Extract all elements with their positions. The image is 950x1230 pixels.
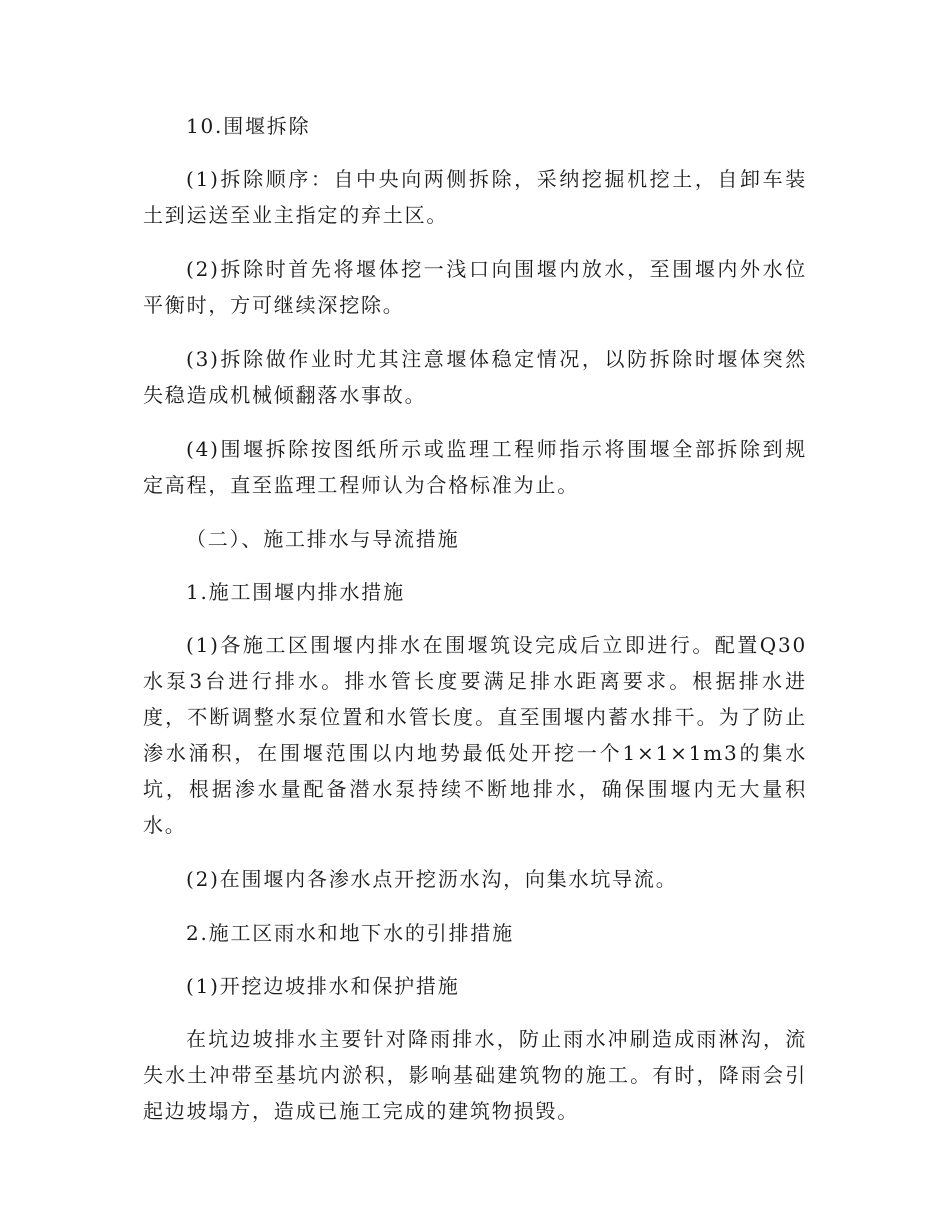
paragraph-removal-order: (1)拆除顺序：自中央向两侧拆除，采纳挖掘机挖土，自卸车装土到运送至业主指定的弃土区。: [143, 167, 807, 227]
subsection-heading-cofferdam-drainage: 1.施工围堰内排水措施: [186, 580, 405, 604]
document-body: [143, 108, 807, 1147]
paragraph-removal-drainage: (2)拆除时首先将堰体挖一浅口向围堰内放水，至围堰内外水位平衡时，方可继续深挖除。: [143, 257, 807, 317]
section-heading-drainage-diversion: （二）、施工排水与导流措施: [186, 527, 460, 551]
paragraph-removal-stability: (3)拆除做作业时尤其注意堰体稳定情况，以防拆除时堰体突然失稳造成机械倾翻落水事故。: [143, 347, 807, 407]
paragraph-slope-drainage: 在坑边坡排水主要针对降雨排水，防止雨水冲刷造成雨淋沟，流失水土冲带至基坑内淤积，影响基础建筑物的施工。有时，降雨会引起边坡塌方，造成已施工完成的建筑物损毁。: [143, 1027, 807, 1123]
paragraph-pump-drainage: (1)各施工区围堰内排水在围堰筑设完成后立即进行。配置Q30水泵3台进行排水。排水管长度要满足排水距离要求。根据排水进度，不断调整水泵位置和水管长度。直至围堰内蓄水排干。为了防止渗水涌积，在围堰范围以内地势最低处开挖一个1×1×1m3的集水坑，根据渗水量配备潜水泵持续不断地排水，确保围堰内无大量积水。: [143, 633, 807, 837]
paragraph-removal-elevation: (4)围堰拆除按图纸所示或监理工程师指示将围堰全部拆除到规定高程，直至监理工程师认为合格标准为止。: [143, 437, 807, 497]
paragraph-seepage-ditch: (2)在围堰内各渗水点开挖沥水沟，向集水坑导流。: [186, 867, 678, 891]
section-heading-cofferdam-removal: 10.围堰拆除: [186, 114, 311, 138]
subsection-heading-slope-protection: (1)开挖边坡排水和保护措施: [186, 974, 460, 998]
subsection-heading-rain-groundwater: 2.施工区雨水和地下水的引排措施: [186, 921, 514, 945]
